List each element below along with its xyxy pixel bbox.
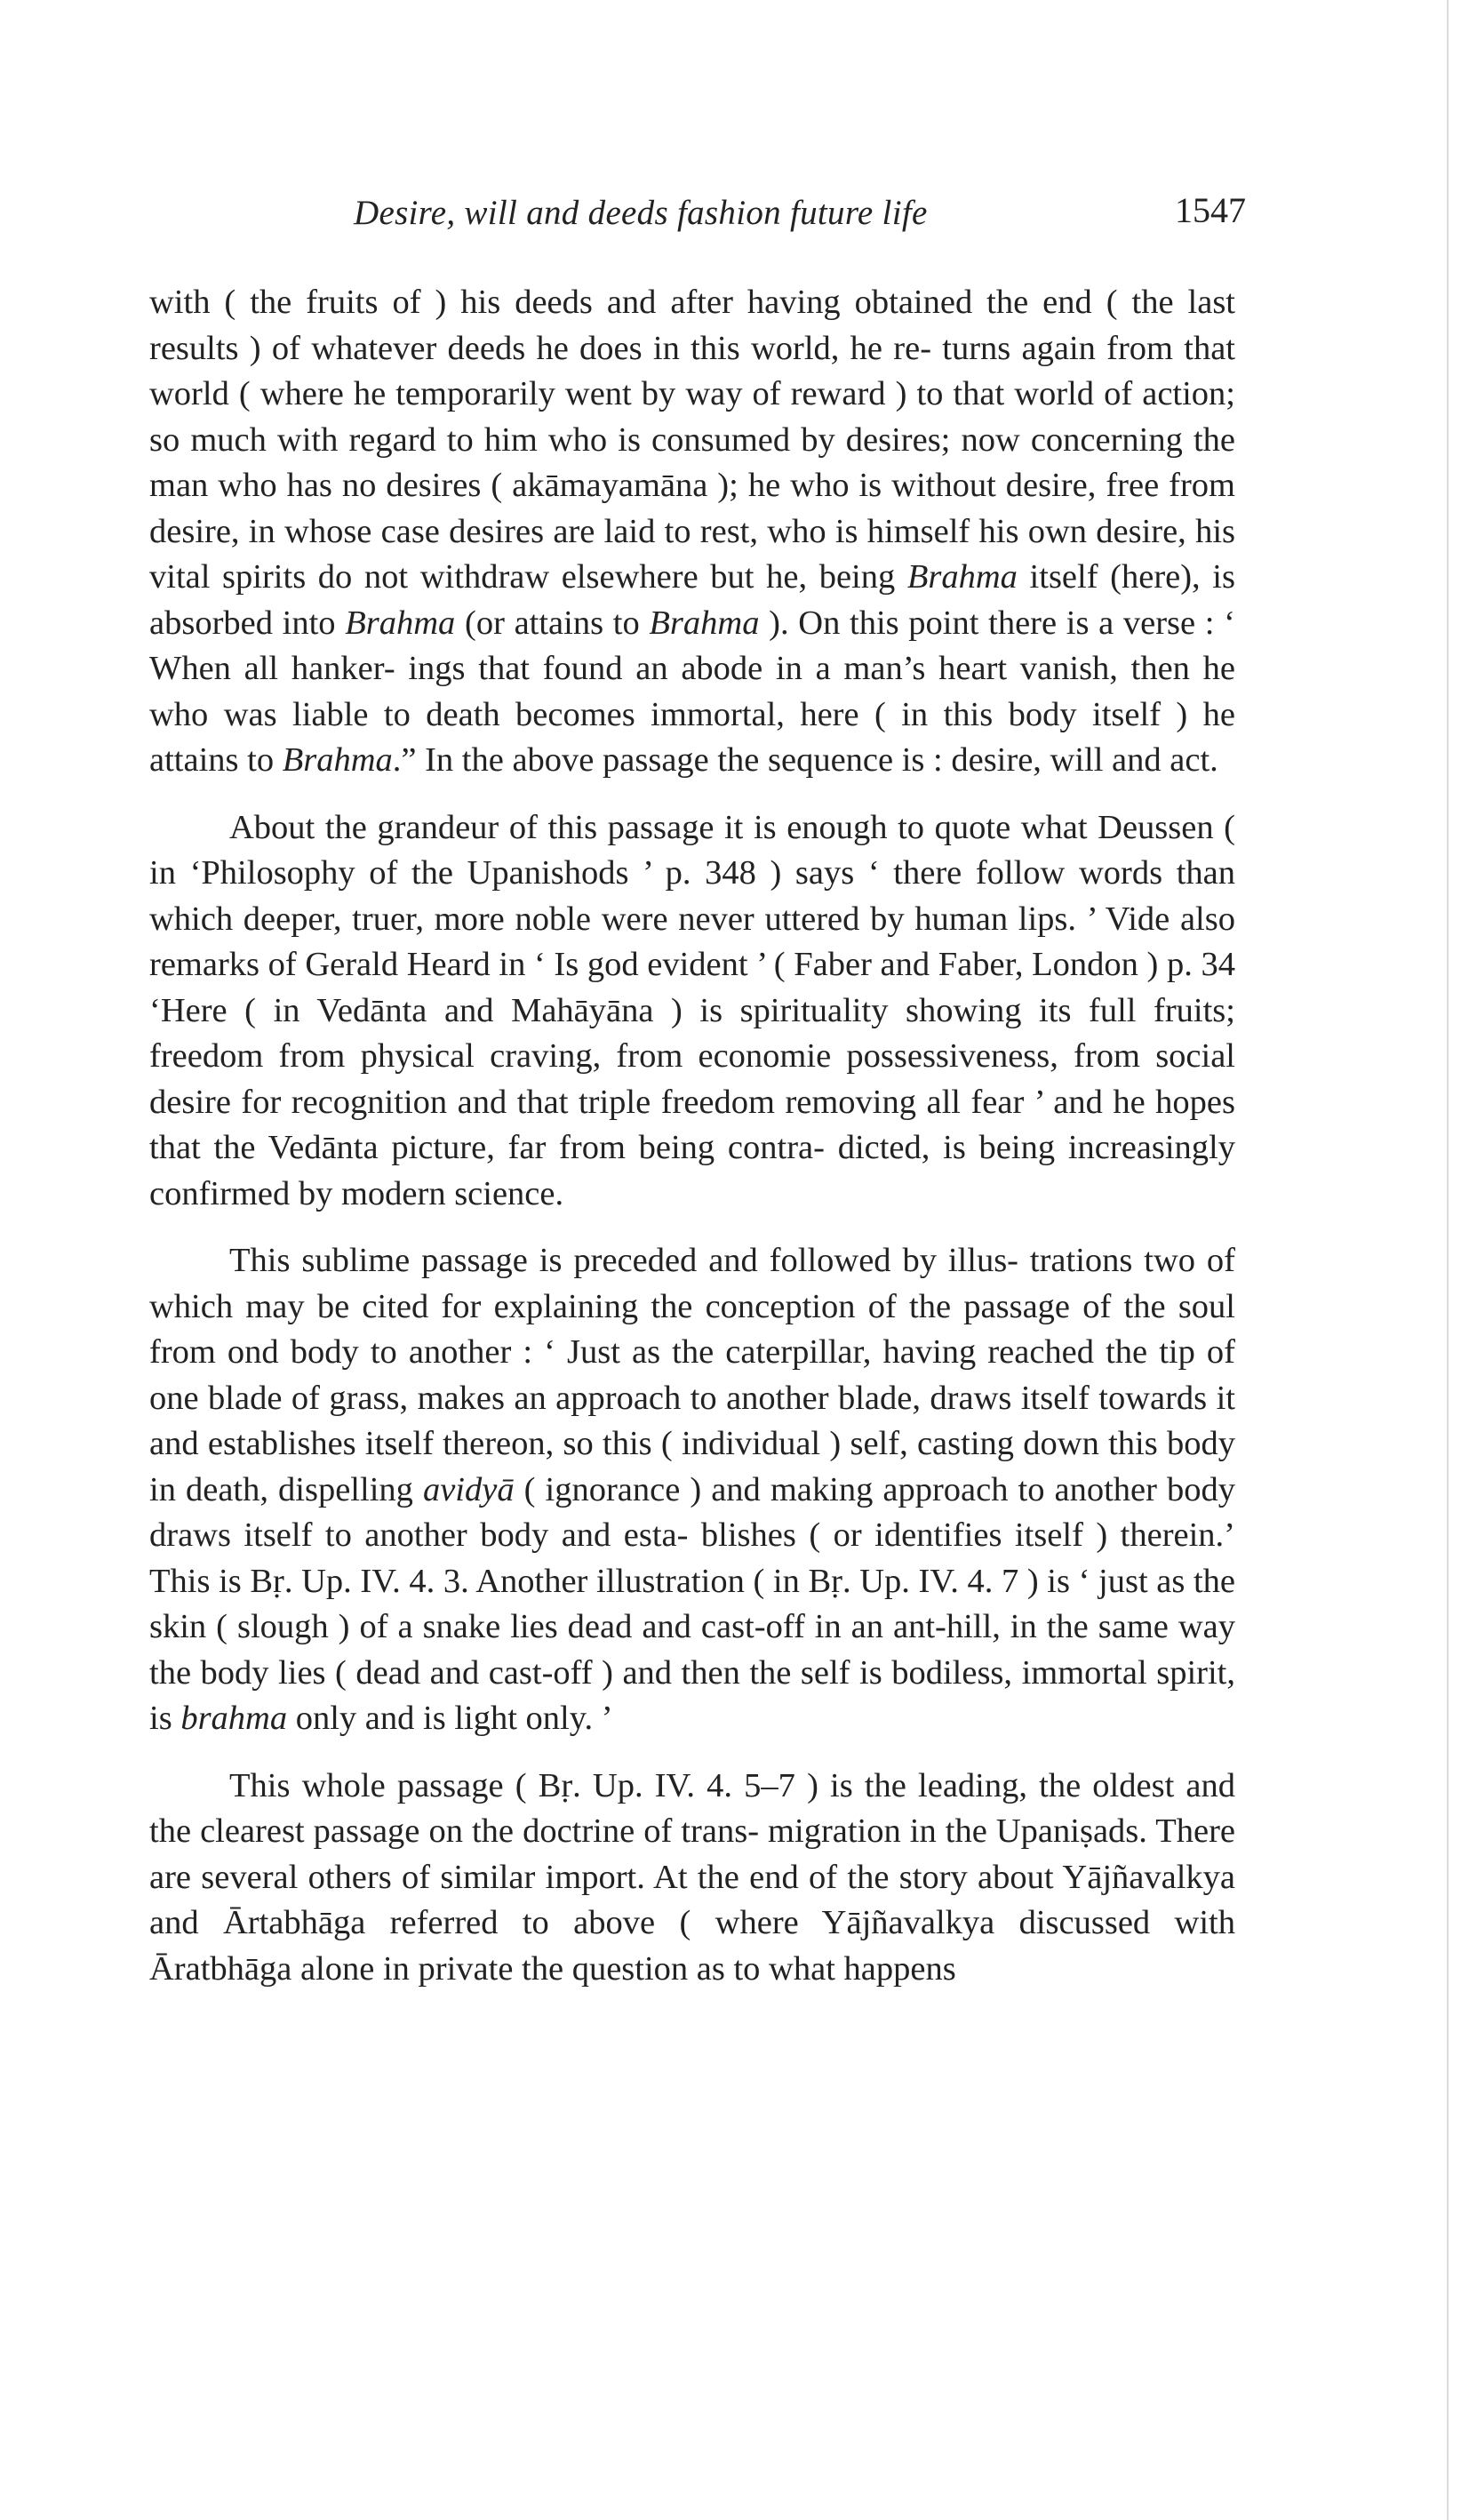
italic-term: brahma (180, 1700, 288, 1737)
page-edge-line (1447, 0, 1449, 2520)
text-run: ). On this point there is a verse : ‘ When all hanker- ings that found an abode in a man’s heart vanish, then he who was liable to death becomes immortal, here ( in this body itself ) he attains to (149, 604, 1236, 779)
paragraph-1 (149, 280, 1235, 784)
italic-term: Brahma (649, 604, 760, 642)
text-run: About the grandeur of this passage it is enough to quote what Deussen ( in ‘Philosophy of the Upanishods ’ p. 348 ) says ‘ there follow words than which deeper, truer, more noble were never uttered by human lips. ’ Vide also remarks of Gerald Heard in ‘ Is god evident ’ ( Faber and Faber, London ) p. 34 ‘Here ( in Vedānta and Mahāyāna ) is spirituality showing its full fruits; freedom from physical craving, from economie possessiveness, from social desire for recognition and that triple freedom removing all fear ’ and he hopes that the Vedānta picture, far from being contra- dicted, is being increasingly confirmed by modern science. (149, 808, 1235, 1212)
text-run: This whole passage ( Bṛ. Up. IV. 4. 5–7 ) is the leading, the oldest and the clearest passage on the doctrine of trans- migration in the Upaniṣads. There are several others of similar import. At the end of the story about Yājñavalkya and Ārtabhāga referred to above ( where Yājñavalkya discussed with Āratbhāga alone in private the question as to what happens (149, 1766, 1235, 1988)
page-number: 1547 (1175, 190, 1246, 230)
running-head (149, 182, 1246, 244)
text-run: ( ignorance ) and making approach to another body draws itself to another body and esta- blishes ( or identifies itself ) therein.’ This is Bṛ. Up. IV. 4. 3. Another illustration ( in Bṛ. Up. IV. 4. 7 ) is ‘ just as the skin ( slough ) of a snake lies dead and cast-off in an ant-hill, in the same way the body lies ( dead and cast-off ) and then the self is bodiless, immortal spirit, is (149, 1470, 1235, 1737)
paragraph-4 (149, 1764, 1235, 1993)
text-run: This sublime passage is preceded and followed by illus- trations two of which may be cited for explaining the conception of the passage of the soul from ond body to another : ‘ Just as the caterpillar, having reached the tip of one blade of grass, makes an approach to another blade, draws itself towards it and establishes itself thereon, so this ( individual ) self, casting down this body in death, dispelling (149, 1242, 1235, 1508)
book-page (149, 182, 1246, 2013)
italic-term: Brahma (282, 741, 393, 779)
text-run: itself (here), is absorbed into (149, 558, 1235, 642)
body-text (149, 280, 1235, 1992)
text-run: only and is light only. ’ (287, 1700, 613, 1737)
italic-term: Brahma (345, 604, 456, 642)
text-run: with ( the fruits of ) his deeds and after having obtained the end ( the last results ) of whatever deeds he does in this world, he re- turns again from that world ( where he temporarily went by way of reward ) to that world of action; so much with regard to him who is consumed by desires; now concerning the man who has no desires ( akāmayamāna ); he who is without desire, free from desire, in whose case desires are laid to rest, who is himself his own desire, his vital spirits do not withdraw elsewhere but he, being (149, 284, 1235, 596)
paragraph-2 (149, 805, 1235, 1218)
text-run: (or attains to (455, 604, 650, 642)
paragraph-3 (149, 1238, 1235, 1742)
text-run: .” In the above passage the sequence is : desire, will and act. (392, 741, 1218, 779)
italic-term: avidyā (422, 1470, 515, 1508)
running-title: Desire, will and deeds fashion future life (354, 194, 928, 232)
italic-term: Brahma (906, 558, 1018, 596)
